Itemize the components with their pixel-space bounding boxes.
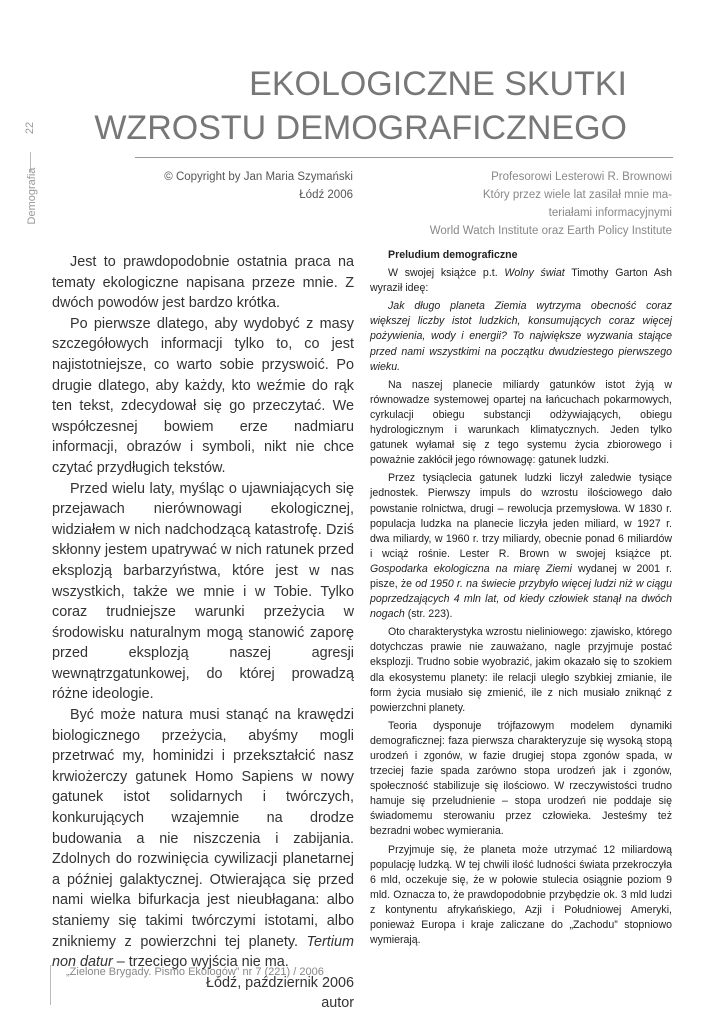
body-paragraph: Oto charakterystyka wzrostu nieliniowego: zjawisko, którego dotychczas prawie nie zauważano, nagle przyjmuje postać eksplozji. Trudno sobie wyobrazić, jakim okazało się to szokiem dla ekosystemu planety: ile relacji uległo szybkiej zmianie, ile form życia musiało się zmienić, ile z nich musiało zniknąć z powierzchni planety. — [370, 626, 672, 714]
body-paragraph — [370, 266, 672, 296]
intro-paragraph — [52, 705, 354, 973]
title-line-1: EKOLOGICZNE SKUTKI — [249, 65, 627, 103]
body-paragraph: Przyjmuje się, że planeta może utrzymać 12 miliardową populację ludzką. W tej chwili ilość ludności świata przekroczyła 6 mld, oczekuje się, że w połowie stulecia osiągnie poziom 9 mld. Oznacza to, że prawdopodobnie przybędzie ok. 3 mld ludzi z kontynentu afrykańskiego, Azji i Południowej Ameryki, ponieważ Europa i kraje zaliczane do „Zachodu” stopniowo wymierają. — [370, 843, 672, 947]
article-title — [67, 62, 627, 150]
section-label: Demografia — [26, 167, 38, 225]
dedication-line-1: Profesorowi Lesterowi R. Brownowi — [491, 171, 672, 183]
latin-phrase: Tertium non datur — [52, 933, 354, 971]
footer-divider — [50, 965, 51, 1005]
book-title: Gospodarka ekologiczna na miarę Ziemi — [370, 562, 572, 575]
intro-paragraph: Przed wielu laty, myśląc o ujawniających się przejawach nierównowagi ekologicznej, widziałem w nich nadchodzącą katastrofę. Dziś skłonny jestem upatrywać w nich ratunek przed eksplozją barbarzyństwa, które jest w nas wszystkich, także we mnie i w Tobie. Tylko coraz trudniejsze warunki przeżycia w środowisku naturalnym mogą stanowić zaporę przed eksplozją naszej agresji wewnątrzgatunkowej, do której prowadzą różne ideologie. — [52, 480, 354, 703]
text-run: W swojej książce p.t. — [388, 267, 505, 280]
title-line-2: WZROSTU DEMOGRAFICZNEGO — [94, 109, 627, 147]
dedication-line-3: teriałami informacyjnymi — [548, 207, 672, 219]
book-title: Wolny świat — [504, 267, 565, 280]
body-paragraph: Na naszej planecie miliardy gatunków istot żyją w równowadze systemowej opartej na łańcuchach pokarmowych, cyrkulacji obiegu substancji odżywiających, obiegu hydrologicznym i warunkach klimatycznych. Jeden tylko gatunek wyłamał się z tego systemu życia zbiorowego i poważnie zakłócił jego równowagę: gatunek ludzki. — [370, 378, 672, 467]
intro-paragraph: Po pierwsze dlatego, aby wydobyć z masy szczegółowych informacji tylko to, co jest najistotniejsze, co warto sobie przyswoić. Po drugie dlatego, aby każdy, kto weźmie do rąk ten tekst, zdecydował się go przeczytać. We współczesnej bowiem erze nadmiaru informacji, obrazów i symboli, nikt nie chce czytać przydługich tekstów. — [52, 315, 354, 476]
signature-place-date: Łódź, październik 2006 — [205, 974, 354, 991]
signature-author: autor — [321, 995, 354, 1012]
text-run: Timothy Garton Ash wyraził ideę: — [370, 267, 672, 295]
section-heading: Preludium demograficzne — [388, 249, 518, 261]
intro-paragraph: Jest to prawdopodobnie ostatnia praca na tematy ekologiczne napisana przeze mnie. Z dwóch powodów jest bardzo krótka. — [52, 254, 354, 312]
body-paragraph — [370, 471, 672, 622]
text-run: Być może natura musi stanąć na krawędzi biologicznego przeżycia, abyśmy mogli przetrwać my, hominidzi i przekształcić nasz krwiożerczy gatunek Homo Sapiens w nowy gatunek istot solidarnych i twórczych, konkurujących wzajemnie na drodze budowania a nie niszczenia i zabijania. Zdolnych do rozwinięcia cywilizacji planetarnej a później galaktycznej. Otwierająca się przed nami wielka bifurkacja jest nieubłagana: albo staniemy się takimi twórczymi istotami, albo znikniemy z powierzchni tej planety. — [52, 707, 354, 950]
text-run: (str. 223). — [404, 608, 453, 621]
block-quote: Jak długo planeta Ziemia wytrzyma obecność coraz większej liczby istot ludzkich, konsumujących coraz więcej pożywienia, wody i energii? To największe wyzwania stające przed nami wszystkimi na początku dwudziestego pierwszego wieku. — [370, 300, 672, 373]
body-paragraph: Teoria dysponuje trójfazowym modelem dynamiki demograficznej: faza pierwsza charakteryzuje się wysoką stopą urodzeń i zgonów, w fazie drugiej stopa zgonów spada, w trzeciej fazie spada zarówno stopa urodzeń jak i zgonów, społeczność stabilizuje się ilościowo. W rzeczywistości trudno hamuje się przeludnienie – stopa urodzeń nie poddaje się świadomemu sterowaniu przez człowieka. Jesteśmy też bezradni wobec wymierania. — [370, 719, 672, 838]
text-run: wydanej w 2001 r. pisze, że — [370, 562, 672, 590]
title-divider — [135, 157, 673, 158]
intro-column — [52, 252, 354, 1014]
dedication-line-2: Który przez wiele lat zasilał mnie ma- — [482, 189, 672, 201]
copyright-line: © Copyright by Jan Maria Szymański — [164, 171, 353, 183]
page-number: 22 — [24, 121, 36, 135]
text-run: – trzeciego wyjścia nie ma. — [112, 954, 289, 971]
copyright-place-date: Łódź 2006 — [299, 189, 353, 201]
inline-quote: od 1950 r. na świecie przybyło więcej ludzi niż w ciągu poprzedzających 4 mln lat, od kiedy człowiek stanął na dwóch nogach — [370, 577, 673, 621]
footer-publication: „Zielone Brygady. Pismo Ekologów” nr 7 (221) / 2006 — [66, 966, 324, 978]
dedication-block — [410, 168, 672, 240]
copyright-block — [160, 168, 353, 204]
dedication-line-4: World Watch Institute oraz Earth Policy Institute — [429, 225, 672, 237]
main-column — [370, 248, 672, 951]
text-run: Przez tysiąclecia gatunek ludzki liczył zaledwie tysiące jednostek. Pierwszy impuls do wzrostu ilościowego dało powstanie rolnictwa, drugi – rewolucja przemysłowa. W 1830 r. populacja ludzka na planecie liczyła jeden miliard, w 1927 r. dwa miliardy, w 1960 r. trzy miliardy, obecnie ponad 6 miliardów i wciąż rośnie. Lester R. Brown w swojej książce pt. — [370, 472, 672, 560]
